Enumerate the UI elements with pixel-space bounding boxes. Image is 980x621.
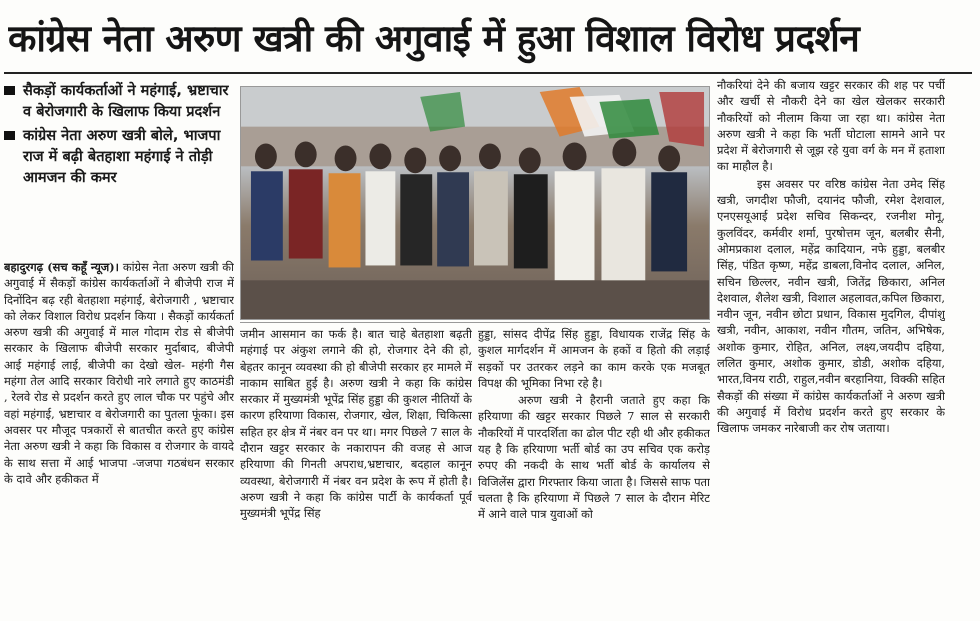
article-column-1 [4, 259, 234, 595]
article-column-2 [240, 326, 472, 596]
article-column-3 [478, 326, 710, 596]
top-divider [4, 72, 972, 74]
column-text: हुड्डा, सांसद दीपेंद्र सिंह हुड्डा, विधायक राजेंद्र सिंह के कुशल मार्गदर्शन में आमजन के हकों व हितो की लड़ाई सड़कों पर उतरकर लड़ने का काम करके एक मजबूत विपक्ष की भूमिका निभा रहे है। [478, 327, 710, 390]
square-bullet-icon [4, 86, 15, 95]
square-bullet-icon [4, 131, 15, 140]
bullet-text: सैकड़ों कार्यकर्ताओं ने महंगाई, भ्रष्टाचार व बेरोजगारी के खिलाफ किया प्रदर्शन [23, 82, 229, 120]
protest-photo [240, 86, 710, 320]
column-text: जमीन आसमान का फर्क है। बात चाहे बेतहाशा बढ़ती महंगाई पर अंकुश लगाने की हो, रोजगार देने की हो, बेहतर कानून व्यवस्था की हो बीजेपी सरकार हर मामले में नाकाम साबित हुई है। अरुण खत्री ने कहा कि कांग्रेस सरकार में मुख्यमंत्री भूपेंद्र सिंह हुड्डा की कुशल नीतियों के कारण हरियाणा विकास, रोजगार, खेल, शिक्षा, चिकित्सा सहित हर क्षेत्र में नंबर वन पर था। मगर पिछले 7 साल के दौरान खट्टर सरकार के नकारापन की वजह से आज हरियाणा की गिनती अपराध,भ्रष्टाचार, बदहाल कानून व्यवस्था, बेरोजगारी में नंबर वन प्रदेश के रूप में होती है। अरुण खत्री ने कहा कि कांग्रेस पार्टी के कार्यकर्ता पूर्व मुख्यमंत्री भूपेंद्र सिंह [240, 327, 472, 521]
bullet-text: कांग्रेस नेता अरुण खत्री बोले, भाजपा राज में बढ़ी बेतहाशा महंगाई ने तोड़ी आमजन की कमर [23, 127, 221, 186]
column-text: अरुण खत्री ने हैरानी जताते हुए कहा कि हरियाणा की खट्टर सरकार पिछले 7 साल से सरकारी नौकरियों में पारदर्शिता का ढोल पीट रही थी और हकीकत यह है कि हरियाणा भर्ती बोर्ड का उप सचिव एक करोड़ रुपए की नकदी के साथ भर्ती बोर्ड के कार्यालय से विजिलेंस द्वारा गिरफ्तार किया जाता है। जिससे साफ पता चलता है कि हरियाणा में पिछले 7 साल के दौरान मेरिट में आने वाले पात्र युवाओं को [478, 393, 710, 522]
protest-photo-illustration [241, 87, 709, 319]
bullet-item [2, 80, 234, 122]
bullet-item [2, 125, 234, 188]
bullet-list [2, 80, 234, 191]
photo-caption-divider [240, 322, 710, 323]
headline: कांग्रेस नेता अरुण खत्री की अगुवाई में हुआ विशाल विरोध प्रदर्शन [8, 17, 860, 60]
dateline: बहादुरगढ़ (सच कहूँ न्यूज)। [4, 260, 119, 274]
column-text: नौकरियां देने की बजाय खट्टर सरकार की शह पर पर्ची और खर्ची से नौकरी देने का खेल खेलकर सरकारी नौकरियों को नीलाम किया जा रहा था। कांग्रेस नेता अरुण खत्री ने कहा कि भर्ती घोटाला सामने आने पर प्रदेश में बेरोजगारी से जूझ रहे युवा वर्ग के मन में हताशा का माहौल है। [717, 78, 945, 174]
column-text: इस अवसर पर वरिष्ठ कांग्रेस नेता उमेद सिंह खत्री, जगदीश फौजी, दयानंद फौजी, रमेश देशवाल, एनएसयूआई प्रदेश सचिव सिकन्दर, रजनीश मोनू, कुलविंदर, कर्मवीर शर्मा, पुरषोत्तम जून, बलबीर सैनी, ओमप्रकाश दलाल, महेंद्र कादियान, नफे हुड्डा, बलबीर सिंह, पंडित कृष्ण, महेंद्र डाबला,विनोद दलाल, अनिल, सचिन छिल्लर, नवीन खत्री, जितेंद्र छिकारा, अनिल देशवाल, शैलेश खत्री, विशाल अहलावत,कपिल छिकारा, नवीन जून, नवीन छोटा प्रधान, विकास मुदगिल, दीपांशु खत्री, नवीन, आकाश, नवीन गौतम, जतिन, अभिषेक, अशोक कुमार, रोहित, अनिल, लक्ष्य,जयदीप दहिया, ललित कुमार, अशोक कुमार, डोडी, अशोक दहिया, भारत,विनय राठी, राहुल,नवीन बरहानिया, विक्की सहित सैकड़ों की संख्या में कांग्रेस कार्यकर्ताओं ने अरुण खत्री की अगुवाई में विरोध प्रदर्शन करते हुए सरकार के खिलाफ जमकर नारेबाजी कर रोष जताया। [717, 176, 945, 436]
article-column-4 [717, 77, 945, 599]
column-text: कांग्रेस नेता अरुण खत्री की अगुवाई में सैकड़ों कांग्रेस कार्यकर्ताओं ने बीजेपी राज में दिनोंदिन बढ़ रही बेतहाशा महंगाई, बेरोजगारी , भ्रष्टाचार को लेकर विशाल विरोध प्रदर्शन किया । सैकड़ों कार्यकर्ता अरुण खत्री की अगुवाई में माल गोदाम रोड से बीजेपी सरकार के खिलाफ बीजेपी सरकार मुर्दाबाद, बीजेपी आई महंगाई लाई, बीजेपी का देखो खेल- महंगी गैस महंगा तेल आदि सरकार विरोधी नारे लगाते हुए काठमंडी , रेलवे रोड से प्रदर्शन करते हुए लाल चौक पर पहुंचे और वहां महंगाई, भ्रष्टाचार व बेरोजगारी का पुतला फूंका। इस अवसर पर मौजूद पत्रकारों से बातचीत करते हुए कांग्रेस नेता अरुण खत्री ने कहा कि विकास व रोजगार के वायदे के साथ सत्ता में आई भाजपा -जजपा गठबंधन सरकार के दावे और हकीकत में [4, 260, 234, 486]
